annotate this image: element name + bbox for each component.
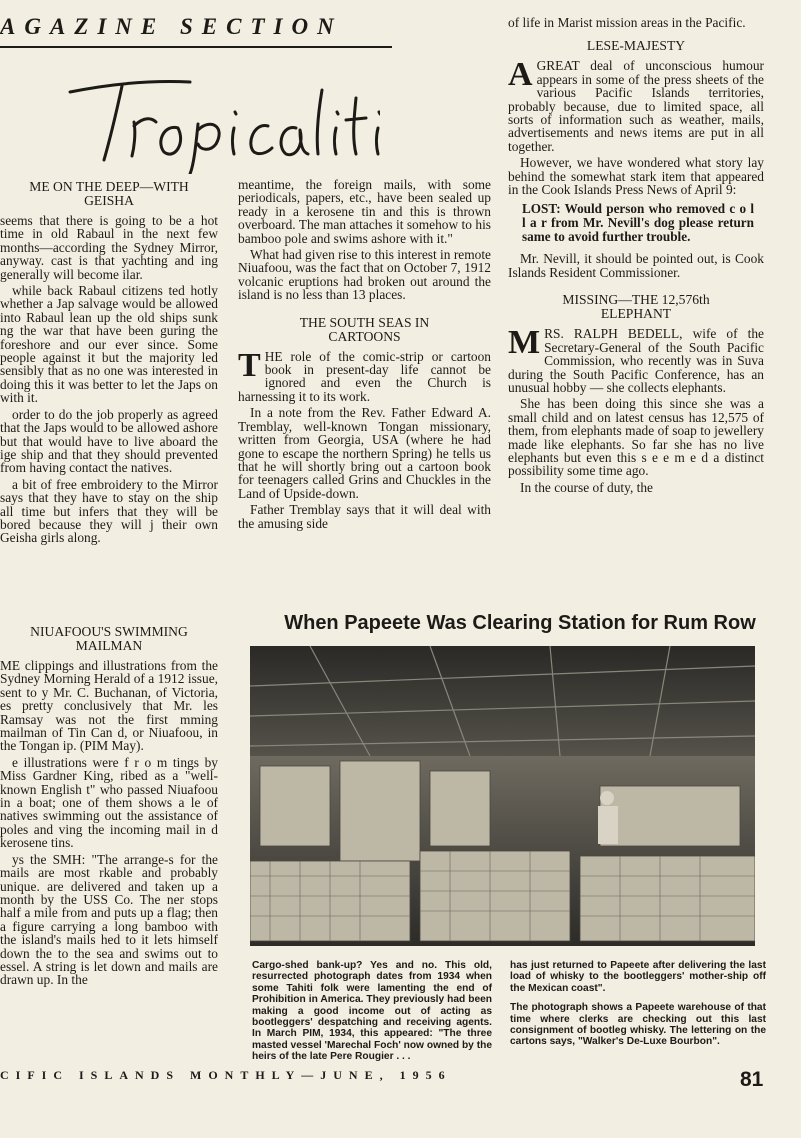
photo-caption-left: Cargo-shed bank-up? Yes and no. This old, resurrected photograph dates from 1934 when some Tahiti folk were lamenting the end of Prohibition in America. They previously had been making a good income out of acting as bootleggers' despatching and receiving agents. In March PIM, 1934, this appeared: "The three masted vessel 'Marechal Foch' now owned by the heirs of the late Pere Rougier . . . bbox=[252, 960, 492, 1063]
heading-cartoons bbox=[238, 316, 491, 344]
caption-paragraph: The photograph shows a Papeete warehouse of that time where clerks are checking out this last consignment of bootleg whisky. The lettering on the cartons says, "Walker's De-Luxe Bourbon". bbox=[510, 1002, 766, 1048]
paragraph: ys the SMH: "The arrange-s for the mails are most rkable and probably unique. are delivered and taken up a month by the USS Co. The ner stops half a mile from and puts up a flag; then a figure carrying a long bamboo with the island's mails hed to it lets himself down the to the sea and swims out to essel. A string is let down and mails are drawn up. In the bbox=[0, 851, 218, 988]
paragraph-text: RS. RALPH BEDELL, wife of the Secretary-General of the South Pacific Commission, who recently was in Suva during the South Pacific Conference, has an unusual hobby — she collects elephants. bbox=[508, 326, 764, 395]
photo-feature-title: When Papeete Was Clearing Station for Rum Row bbox=[284, 612, 756, 634]
drop-cap: A bbox=[508, 56, 533, 94]
paragraph-text: GREAT deal of unconscious humour appears in some of the press sheets of the various Pacific Islands territories, probably because, due to limited space, all sorts of information such as weather, mails, advertisements and news items are put in all together. bbox=[508, 58, 764, 154]
heading-cartoons-line2: CARTOONS bbox=[328, 328, 401, 344]
heading-elephant bbox=[508, 293, 764, 321]
page-number: 81 bbox=[740, 1068, 764, 1091]
paragraph: a bit of free embroidery to the Mirror says that they have to stay on the ship all time but infers that they will be bored because they will j their own Geisha girls along. bbox=[0, 476, 218, 546]
paragraph: She has been doing this since she was a small child and on latest census has 12,575 of them, from elephants made of soap to jewellery made like elephants. So far she has no live elephants but even this s e e m e d a distinct possibility some time ago. bbox=[508, 396, 764, 479]
heading-cartoons-line1: THE SOUTH SEAS IN bbox=[299, 314, 430, 330]
paragraph bbox=[508, 56, 764, 154]
paragraph bbox=[508, 324, 764, 395]
paragraph-text: HE role of the comic-strip or cartoon book in present-day life cannot be ignored and even the Church is harnessing it to its work. bbox=[238, 348, 491, 404]
heading-geisha-line2: GEISHA bbox=[84, 193, 134, 208]
heading-elephant-line2: ELEPHANT bbox=[600, 306, 672, 322]
tropicalities-logo bbox=[60, 64, 380, 174]
heading-swimming-mailman bbox=[0, 625, 218, 653]
paragraph: Father Tremblay says that it will deal with the amusing side bbox=[238, 502, 491, 531]
column-left-lower bbox=[0, 625, 218, 1060]
paragraph: order to do the job properly as agreed that the Japs would to be allowed ashore but that would have to live aboard the ige ship and that they should prevented from having contact the natives. bbox=[0, 406, 218, 476]
heading-geisha bbox=[0, 180, 218, 208]
paragraph: However, we have wondered what story lay behind the somewhat stark item that appeared in the Cook Islands Press News of April 9: bbox=[508, 155, 764, 198]
paragraph: In the course of duty, the bbox=[520, 479, 653, 495]
column-left bbox=[0, 180, 218, 565]
drop-cap: T bbox=[238, 346, 261, 384]
caption-paragraph: has just returned to Papeete after delivering the last load of whisky to the bootleggers' mother-ship off the Mexican coast". bbox=[510, 960, 766, 994]
warehouse-photo bbox=[250, 646, 755, 946]
column-right bbox=[508, 16, 764, 596]
column-middle bbox=[238, 178, 491, 598]
paragraph: of life in Marist mission areas in the Pacific. bbox=[508, 15, 746, 30]
paragraph: e illustrations were f r o m tings by Miss Gardner King, ribed as a "well-known English t" who passed Niuafoou in a boat; one of them shows a le of natives swimming out the assistance of poles and ving the incoming mail in d kerosene tins. bbox=[0, 754, 218, 851]
drop-cap: M bbox=[508, 324, 541, 362]
lost-notice: LOST: Would person who removed c o l l a r from Mr. Nevill's dog please return same to avoid further trouble. bbox=[522, 201, 754, 245]
paragraph bbox=[238, 346, 491, 404]
section-header: AGAZINE SECTION bbox=[0, 14, 343, 39]
header-rule bbox=[0, 46, 392, 48]
heading-mailman-line1: NIUAFOOU'S SWIMMING bbox=[30, 624, 188, 639]
paragraph: seems that there is going to be a hot time in old Rabaul in the next few months—according the Sydney Mirror, anyway. cast is that yachting and ing generally will become ilar. bbox=[0, 213, 218, 282]
heading-elephant-line1: MISSING—THE 12,576th bbox=[562, 292, 710, 308]
running-footer: CIFIC ISLANDS MONTHLY—JUNE, 1956 bbox=[0, 1068, 452, 1082]
heading-mailman-line2: MAILMAN bbox=[75, 638, 143, 653]
heading-lese-majesty: LESE-MAJESTY bbox=[586, 38, 686, 54]
paragraph: while back Rabaul citizens ted hotly whether a Jap salvage would be allowed into Rabaul lean up the old ships sunk ng the war that have been guring the foreshore and our ever since. Some people against it but the majority led sensibly that as no one was interested in doing this it was better to let the Japs on with it. bbox=[0, 283, 218, 406]
paragraph: Mr. Nevill, it should be pointed out, is Cook Islands Resident Commissioner. bbox=[508, 251, 764, 280]
paragraph: In a note from the Rev. Father Edward A. Tremblay, well-known Tongan missionary, written from Georgia, USA (where he had gone to escape the northern Spring) he tells us that he will shortly bring out a cartoon book for teenagers called Grins and Chuckles in the Land of Upside-down. bbox=[238, 405, 491, 501]
photo-caption-right bbox=[510, 960, 766, 1060]
paragraph: meantime, the foreign mails, with some periodicals, papers, etc., have been sealed up ready in a kerosene tin and this is thrown overboard. The man attaches it somehow to his bamboo pole and swims ashore with it." bbox=[238, 177, 491, 246]
paragraph: ME clippings and illustrations from the Sydney Morning Herald of a 1912 issue, sent to y Mr. C. Buchanan, of Victoria, es pretty conclusively that Mr. les Ramsay was not the first mming mailman of Tin Can d, or Niuafoou, in the Tongan ip. (PIM May). bbox=[0, 658, 218, 754]
heading-geisha-line1: ME ON THE DEEP—WITH bbox=[29, 179, 189, 194]
paragraph: What had given rise to this interest in remote Niuafoou, was the fact that on October 7, 1912 volcanic eruptions had broken out around the island is no less than 13 places. bbox=[238, 247, 491, 303]
